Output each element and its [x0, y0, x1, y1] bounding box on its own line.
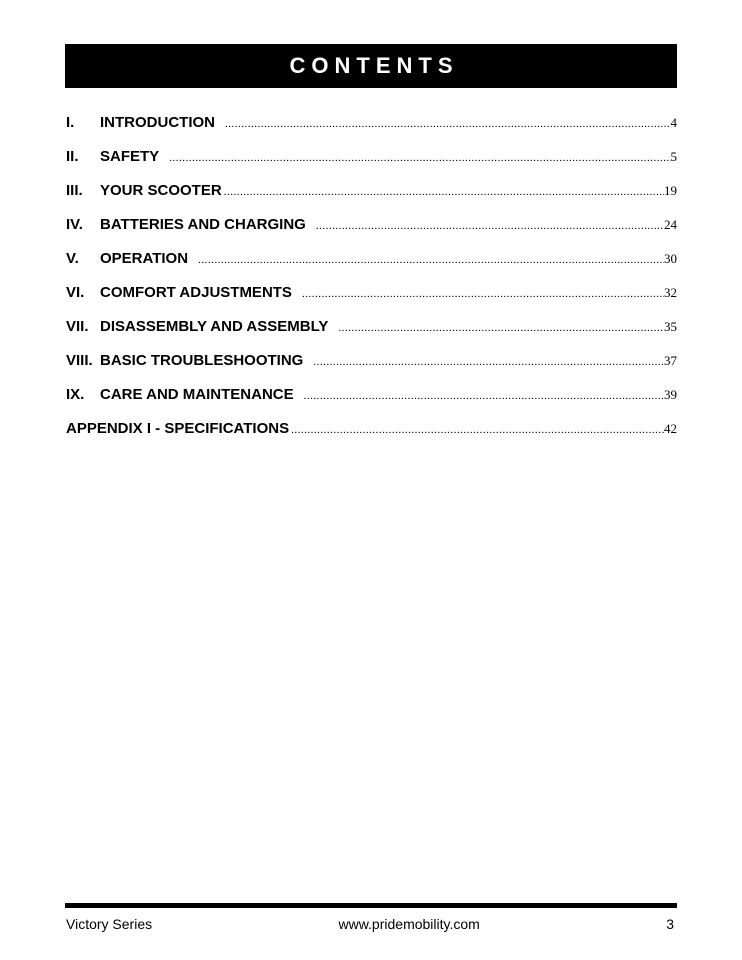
toc-page: 24	[664, 217, 677, 232]
toc-number: IV.	[66, 216, 83, 233]
toc-entry[interactable]	[66, 148, 677, 182]
toc-leader	[304, 390, 664, 402]
toc-title: YOUR SCOOTER	[100, 182, 222, 199]
toc-entry[interactable]	[66, 386, 677, 420]
toc-entry[interactable]	[66, 352, 677, 386]
contents-banner	[65, 44, 677, 88]
toc-entry[interactable]	[66, 182, 677, 216]
page-title: CONTENTS	[289, 53, 459, 78]
toc-leader	[313, 356, 664, 368]
toc-title: INTRODUCTION	[100, 114, 215, 131]
toc-number: II.	[66, 148, 79, 165]
toc-page: 30	[664, 251, 677, 266]
toc-leader	[302, 288, 664, 300]
toc-leader	[224, 186, 664, 198]
footer-series: Victory Series	[66, 916, 153, 932]
toc-title: APPENDIX I - SPECIFICATIONS	[66, 420, 290, 437]
page-footer	[66, 916, 674, 932]
toc-entry[interactable]	[66, 250, 677, 284]
toc-leader	[169, 152, 670, 164]
toc-title: DISASSEMBLY AND ASSEMBLY	[100, 318, 329, 335]
toc-page: 19	[664, 183, 677, 198]
toc-leader	[338, 322, 664, 334]
toc-number: IX.	[66, 386, 85, 403]
footer-website: www.pridemobility.com	[338, 916, 480, 932]
toc-title: CARE AND MAINTENANCE	[100, 386, 294, 403]
toc-leader	[198, 254, 664, 266]
toc-leader	[316, 220, 664, 232]
toc-title: BASIC TROUBLESHOOTING	[100, 352, 304, 369]
toc-page: 42	[664, 421, 677, 436]
toc-page: 35	[664, 319, 677, 334]
toc-number: VI.	[66, 284, 85, 301]
toc-page: 39	[664, 387, 677, 402]
toc-title: BATTERIES AND CHARGING	[100, 216, 306, 233]
toc-page: 5	[670, 149, 677, 164]
toc-entry[interactable]	[66, 420, 677, 454]
toc-number: VIII.	[66, 352, 93, 369]
toc-title: COMFORT ADJUSTMENTS	[100, 284, 292, 301]
toc-number: III.	[66, 182, 83, 199]
toc-number: I.	[66, 114, 75, 131]
toc-number: VII.	[66, 318, 89, 335]
toc-title: SAFETY	[100, 148, 160, 165]
page-number: 3	[666, 916, 674, 932]
toc-entry[interactable]	[66, 284, 677, 318]
toc-number: V.	[66, 250, 79, 267]
footer-rule	[65, 903, 677, 908]
toc-title: OPERATION	[100, 250, 189, 267]
toc-page: 4	[670, 115, 677, 130]
toc-entry[interactable]	[66, 114, 677, 148]
toc-page: 32	[664, 285, 677, 300]
table-of-contents	[66, 114, 677, 454]
toc-leader	[291, 424, 664, 436]
toc-entry[interactable]	[66, 216, 677, 250]
toc-page: 37	[664, 353, 677, 368]
toc-entry[interactable]	[66, 318, 677, 352]
toc-leader	[225, 118, 671, 130]
